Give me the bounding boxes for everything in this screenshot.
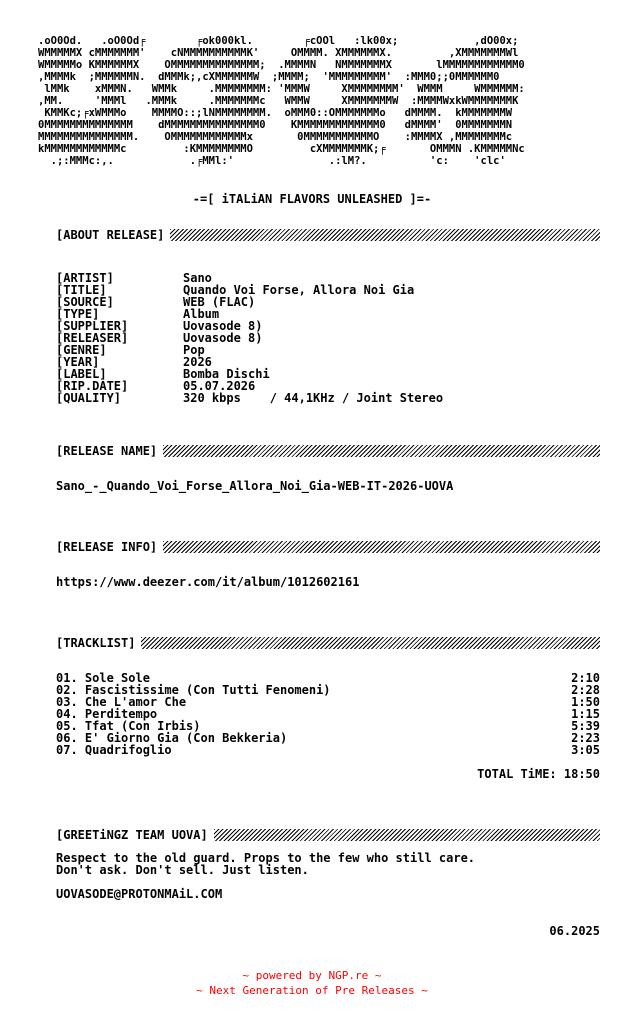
about-key: [SUPPLIER] <box>56 319 129 333</box>
track-title: 01. Sole Sole <box>56 671 150 685</box>
hatch-divider <box>163 541 600 553</box>
tracklist-section <box>56 636 600 780</box>
about-value: Uovasode 8) <box>183 331 263 345</box>
tracklist-header <box>56 636 600 650</box>
release-name-section <box>56 444 600 492</box>
ascii-art-line: .;:MMMc:,. .╒MMl:' .:lM?. 'c: 'clc' <box>38 155 506 167</box>
track-time: 1:15 <box>571 707 600 721</box>
hatch-divider <box>170 229 600 241</box>
about-value: Quando Voi Forse, Allora Noi Gia <box>183 283 415 297</box>
about-row <box>56 308 600 320</box>
ascii-art-line: 0MMMMMMMMMMMMMM dMMMMMMMMMMMMMMM0 KMMMMMMMMMMMMM0 dMMMM' 0MMMMMMMN <box>38 119 513 131</box>
track-title: 04. Perditempo <box>56 707 158 721</box>
total-time: TOTAL TiME: 18:50 <box>477 767 600 781</box>
track-time: 2:28 <box>571 683 600 697</box>
section-title: [RELEASE INFO] <box>56 540 158 554</box>
about-row <box>56 320 600 332</box>
ascii-logo-art <box>38 35 525 167</box>
ascii-art-line: kMMMMMMMMMMMMc :KMMMMMMMMO cXMMMMMMMK;╒ OMMMN .KMMMMMNc <box>38 143 525 155</box>
track-title: 03. Che L'amor Che <box>56 695 187 709</box>
ascii-art-line: WMMMMMX cMMMMMMM' cNMMMMMMMMMMK' OMMMM. XMMMMMMX. ,XMMMMMMMWl <box>38 47 519 59</box>
about-value: 2026 <box>183 355 212 369</box>
hatch-divider <box>163 445 600 457</box>
about-release-section <box>56 228 600 404</box>
release-name-header <box>56 444 600 458</box>
about-row <box>56 368 600 380</box>
track-time: 3:05 <box>571 743 600 757</box>
date-stamp: 06.2025 <box>549 924 600 938</box>
ascii-art-line: MMMMMMMMMMMMMMM. OMMMMMMMMMMMMx 0MMMMMMMMMMMO :MMMMX ,MMMMMMMMc <box>38 131 513 143</box>
track-title: 02. Fascistissime (Con Tutti Fenomeni) <box>56 683 331 697</box>
ascii-art-line: WMMMMMo KMMMMMMX OMMMMMMMMMMMMMM; .MMMMN NMMMMMMMX lMMMMMMMMMMMM0 <box>38 59 525 71</box>
greeting-line: Don't ask. Don't sell. Just listen. <box>56 863 309 877</box>
track-time: 2:23 <box>571 731 600 745</box>
greeting-line: Respect to the old guard. Props to the few who still care. <box>56 851 476 865</box>
about-row <box>56 356 600 368</box>
ascii-art-line: ,MMMMk ;MMMMMMN. dMMMk;,cXMMMMMMW ;MMMM; 'MMMMMMMMM' :MMM0;;0MMMMMM0 <box>38 71 500 83</box>
about-release-header <box>56 228 600 242</box>
about-row <box>56 392 600 404</box>
hatch-divider <box>214 829 600 841</box>
about-row <box>56 344 600 356</box>
about-key: [YEAR] <box>56 355 100 369</box>
footer-tagline: ~ Next Generation of Pre Releases ~ <box>196 984 428 997</box>
about-key: [LABEL] <box>56 367 107 381</box>
about-key: [QUALITY] <box>56 391 122 405</box>
section-title: [ABOUT RELEASE] <box>56 228 165 242</box>
footer-powered-by[interactable]: ~ powered by NGP.re ~ <box>242 969 382 982</box>
about-key: [RIP.DATE] <box>56 379 129 393</box>
about-value: 320 kbps / 44,1KHz / Joint Stereo <box>183 391 444 405</box>
track-title: 06. E' Giorno Gia (Con Bekkeria) <box>56 731 288 745</box>
ascii-art-line: .oO0Od. .oO0Od╒ ╒ok000kl. ╒cOOl :lk00x; ,dO00x; <box>38 35 519 47</box>
about-value: Sano <box>183 271 212 285</box>
about-value: Uovasode 8) <box>183 319 263 333</box>
ascii-art-line: ,MM. 'MMMl .MMMk .MMMMMMMc WMMW XMMMMMMMW :MMMMWxkWMMMMMMMK <box>38 95 519 107</box>
footer <box>0 968 624 998</box>
section-title: [GREETiNGZ TEAM UOVA] <box>56 828 208 842</box>
contact-email[interactable]: UOVASODE@PROTONMAiL.COM <box>56 887 223 901</box>
track-time: 2:10 <box>571 671 600 685</box>
about-key: [TYPE] <box>56 307 100 321</box>
about-value: Album <box>183 307 220 321</box>
about-key: [SOURCE] <box>56 295 114 309</box>
release-info-header <box>56 540 600 554</box>
track-time: 5:39 <box>571 719 600 733</box>
release-name-value: Sano_-_Quando_Voi_Forse_Allora_Noi_Gia-WEB-IT-2026-UOVA <box>56 479 454 493</box>
release-info-link[interactable]: https://www.deezer.com/it/album/1012602161 <box>56 575 360 589</box>
track-row <box>56 744 600 756</box>
about-value: Bomba Dischi <box>183 367 270 381</box>
about-row <box>56 284 600 296</box>
section-title: [TRACKLIST] <box>56 636 136 650</box>
ascii-art-line: KMMKc;╒xWMMMo MMMMO::;lNMMMMMMMM. oMMM0::OMMMMMMMo dMMMM. kMMMMMMMW <box>38 107 513 119</box>
about-key: [RELEASER] <box>56 331 129 345</box>
track-time: 1:50 <box>571 695 600 709</box>
tagline: -=[ iTALiAN FLAVORS UNLEASHED ]=- <box>192 192 432 206</box>
about-key: [TITLE] <box>56 283 107 297</box>
about-value: WEB (FLAC) <box>183 295 256 309</box>
tracklist-table <box>56 672 600 756</box>
greetings-header <box>56 828 600 842</box>
track-title: 07. Quadrifoglio <box>56 743 172 757</box>
track-title: 05. Tfat (Con Irbis) <box>56 719 201 733</box>
release-info-section <box>56 540 600 588</box>
greetings-section <box>56 828 600 900</box>
about-value: Pop <box>183 343 205 357</box>
ascii-art-line: lMMk xMMMN. WMMk .MMMMMMMM: 'MMMW XMMMMMMMM' WMMM WMMMMMM: <box>38 83 525 95</box>
about-release-table <box>56 272 600 404</box>
about-value: 05.07.2026 <box>183 379 256 393</box>
about-key: [ARTIST] <box>56 271 114 285</box>
about-row <box>56 332 600 344</box>
about-row <box>56 296 600 308</box>
section-title: [RELEASE NAME] <box>56 444 158 458</box>
hatch-divider <box>141 637 600 649</box>
about-key: [GENRE] <box>56 343 107 357</box>
